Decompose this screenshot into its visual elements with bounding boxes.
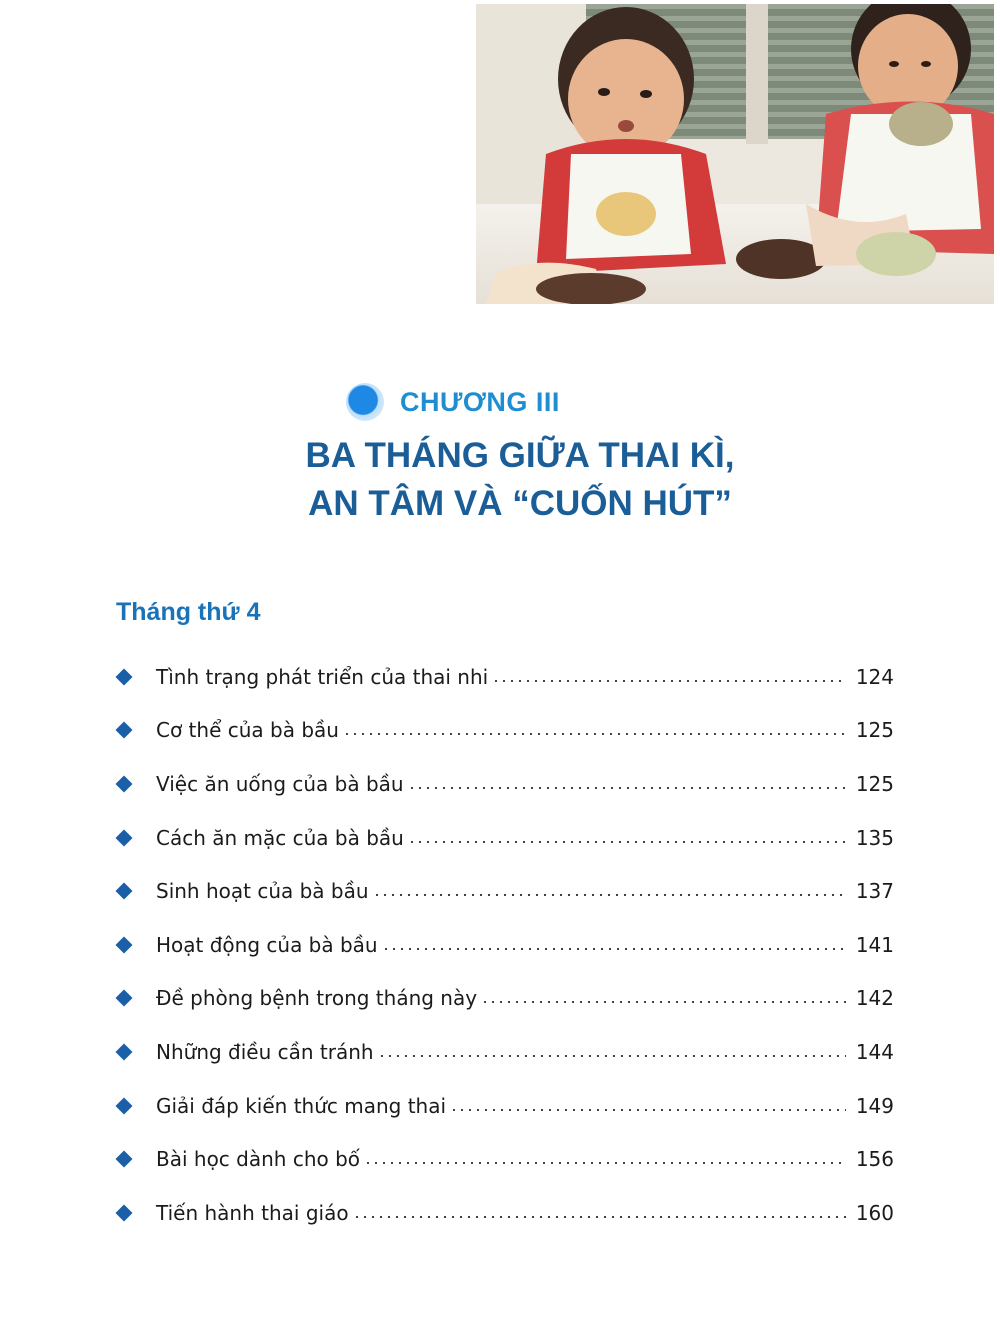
dot-leader: [450, 1109, 846, 1111]
section-title: Tháng thứ 4: [116, 598, 261, 626]
toc-item[interactable]: [114, 972, 894, 1026]
toc-item-page: 142: [855, 986, 894, 1011]
toc-item-page: 125: [855, 771, 894, 796]
toc-item-page: 144: [855, 1039, 894, 1064]
toc-item-label: Hoạt động của bà bầu: [156, 932, 378, 957]
toc-item-label: Tiến hành thai giáo: [156, 1200, 349, 1225]
toc-item-page: 124: [855, 664, 894, 689]
toc-item[interactable]: [114, 864, 894, 918]
diamond-bullet-icon: [116, 775, 133, 792]
chapter-title-line-1: BA THÁNG GIỮA THAI KÌ,: [305, 436, 735, 475]
toc-item-label: Giải đáp kiến thức mang thai: [156, 1093, 447, 1118]
toc-item[interactable]: [114, 811, 894, 865]
toc-item-page: 125: [855, 718, 894, 743]
table-of-contents: [114, 650, 894, 1240]
diamond-bullet-icon: [116, 936, 133, 953]
toc-item-label: Đề phòng bệnh trong tháng này: [156, 986, 478, 1011]
chapter-title-line-2: AN TÂM VÀ “CUỐN HÚT”: [308, 484, 732, 523]
diamond-bullet-icon: [116, 722, 133, 739]
toc-item-page: 149: [855, 1093, 894, 1118]
chapter-title: [250, 432, 790, 528]
toc-item-label: Cách ăn mặc của bà bầu: [156, 825, 404, 850]
toc-item-page: 141: [855, 932, 894, 957]
chapter-circle-icon: [346, 383, 384, 421]
diamond-bullet-icon: [116, 1097, 133, 1114]
toc-item-page: 156: [855, 1147, 894, 1172]
diamond-bullet-icon: [116, 883, 133, 900]
dot-leader: [408, 787, 846, 789]
diamond-bullet-icon: [116, 829, 133, 846]
dot-leader: [492, 680, 846, 682]
toc-item-page: 135: [855, 825, 894, 850]
toc-item-label: Tình trạng phát triển của thai nhi: [156, 664, 489, 689]
toc-item[interactable]: [114, 704, 894, 758]
dot-leader: [343, 733, 846, 735]
dot-leader: [373, 894, 846, 896]
toc-item[interactable]: [114, 650, 894, 704]
diamond-bullet-icon: [116, 668, 133, 685]
chapter-label: CHƯƠNG III: [400, 386, 560, 417]
dot-leader: [378, 1055, 846, 1057]
dot-leader: [353, 1216, 846, 1218]
toc-item[interactable]: [114, 1132, 894, 1186]
toc-item-label: Bài học dành cho bố: [156, 1147, 361, 1172]
toc-item[interactable]: [114, 1186, 894, 1240]
diamond-bullet-icon: [116, 1043, 133, 1060]
toc-item[interactable]: [114, 918, 894, 972]
dot-leader: [481, 1001, 846, 1003]
diamond-bullet-icon: [116, 1151, 133, 1168]
diamond-bullet-icon: [116, 990, 133, 1007]
toc-item[interactable]: [114, 1025, 894, 1079]
toc-item[interactable]: [114, 757, 894, 811]
dot-leader: [382, 948, 846, 950]
toc-item-page: 137: [855, 879, 894, 904]
chapter-heading: [346, 380, 560, 424]
diamond-bullet-icon: [116, 1204, 133, 1221]
toc-item-page: 160: [855, 1200, 894, 1225]
toc-item-label: Cơ thể của bà bầu: [156, 718, 339, 743]
toc-item[interactable]: [114, 1079, 894, 1133]
toc-item-label: Sinh hoạt của bà bầu: [156, 879, 369, 904]
toc-item-label: Những điều cần tránh: [156, 1039, 374, 1064]
toc-item-label: Việc ăn uống của bà bầu: [156, 771, 404, 796]
dot-leader: [408, 841, 846, 843]
babies-photo: [476, 4, 994, 304]
dot-leader: [364, 1162, 846, 1164]
